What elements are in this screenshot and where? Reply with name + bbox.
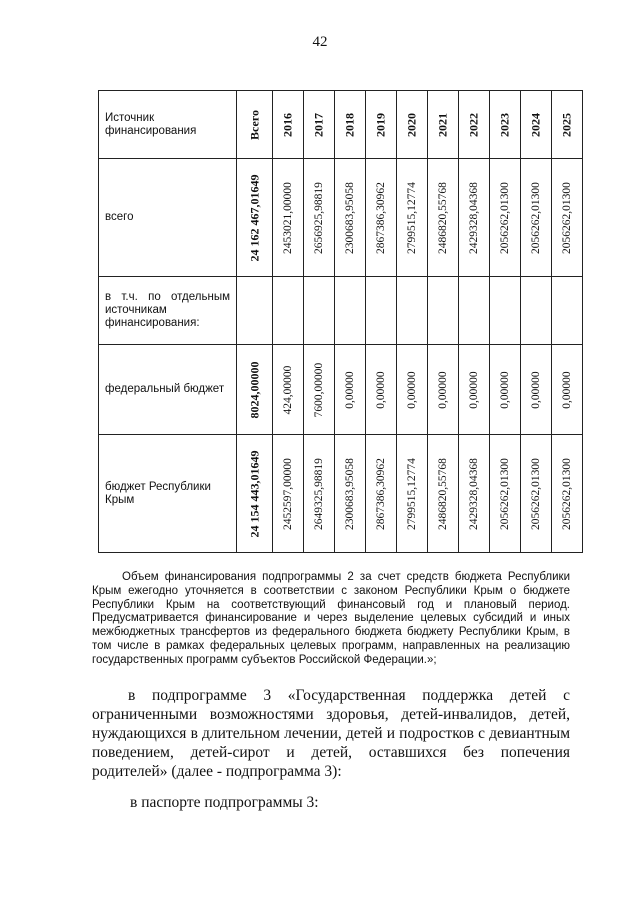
value-cell: [335, 277, 366, 345]
header-year-cell: [552, 91, 583, 159]
year-value: 2429328,04368: [468, 181, 480, 254]
header-source-label: Источник финансирования: [105, 111, 197, 137]
year-value: 2429328,04368: [468, 457, 480, 530]
year-value: 0,00000: [375, 370, 387, 409]
header-year: 2018: [342, 112, 357, 137]
year-value: 0,00000: [344, 370, 356, 409]
header-year: 2020: [404, 112, 419, 137]
value-cell: [459, 159, 490, 277]
row-total-value: 24 154 443,01649: [247, 450, 261, 537]
row-label: в т.ч. по отдельным источникам финансирования:: [105, 291, 230, 329]
year-value: 0,00000: [499, 370, 511, 409]
header-year-cell: [335, 91, 366, 159]
value-cell: [397, 159, 428, 277]
row-total-cell: [237, 435, 273, 553]
header-year: 2021: [435, 112, 450, 137]
value-cell: [397, 277, 428, 345]
year-value: 2486820,55768: [437, 181, 449, 254]
header-total-cell: [237, 91, 273, 159]
year-value: 2056262,01300: [561, 457, 573, 530]
year-value: 2300683,95058: [344, 181, 356, 254]
value-cell: [304, 435, 335, 553]
header-year: 2019: [373, 112, 388, 137]
year-value: 0,00000: [468, 370, 480, 409]
year-value: 2056262,01300: [499, 181, 511, 254]
year-value: 2453021,00000: [282, 181, 294, 254]
year-value: 2799515,12774: [406, 457, 418, 530]
year-value: 2649325,98819: [313, 457, 325, 530]
value-cell: [273, 277, 304, 345]
year-value: 2056262,01300: [561, 181, 573, 254]
year-value: 424,00000: [282, 365, 294, 414]
value-cell: [304, 345, 335, 435]
header-year-cell: [490, 91, 521, 159]
value-cell: [552, 345, 583, 435]
value-cell: [490, 277, 521, 345]
row-label-cell: [99, 345, 237, 435]
year-value: 7600,00000: [313, 362, 325, 417]
header-year: 2022: [466, 112, 481, 137]
year-value: 0,00000: [406, 370, 418, 409]
header-year: 2024: [528, 112, 543, 137]
value-cell: [397, 345, 428, 435]
row-total-value: 8024,00000: [247, 361, 261, 418]
year-value: 2056262,01300: [530, 457, 542, 530]
row-total-cell: [237, 159, 273, 277]
year-value: 2867386,30962: [375, 181, 387, 254]
value-cell: [521, 159, 552, 277]
year-value: 0,00000: [561, 370, 573, 409]
value-cell: [335, 345, 366, 435]
year-value: 2056262,01300: [530, 181, 542, 254]
year-value: 2867386,30962: [375, 457, 387, 530]
value-cell: [552, 435, 583, 553]
financing-table: [98, 90, 583, 553]
header-source-cell: [99, 91, 237, 159]
value-cell: [428, 159, 459, 277]
row-total-cell: [237, 277, 273, 345]
header-year-cell: [397, 91, 428, 159]
header-year: 2017: [311, 112, 326, 137]
table-row-federal: [99, 345, 583, 435]
value-cell: [490, 159, 521, 277]
value-cell: [552, 159, 583, 277]
value-cell: [366, 159, 397, 277]
table-row-sources: [99, 277, 583, 345]
value-cell: [521, 435, 552, 553]
value-cell: [273, 159, 304, 277]
value-cell: [521, 345, 552, 435]
value-cell: [366, 435, 397, 553]
row-label: бюджет Республики Крым: [105, 480, 211, 506]
row-total-cell: [237, 345, 273, 435]
value-cell: [459, 277, 490, 345]
value-cell: [428, 435, 459, 553]
page-number: 42: [312, 34, 328, 50]
year-value: 2486820,55768: [437, 457, 449, 530]
header-year-cell: [459, 91, 490, 159]
header-year: 2025: [559, 112, 574, 137]
subprogram-3-paragraph: в подпрограмме 3 «Государственная поддержка детей с ограниченными возможностями здоровья, детей-инвалидов, детей, нуждающихся в длительном лечении, детей и подростков с девиантным поведением, детей-сирот и детей, оставшихся без попечения родителей» (далее - подпрограмма 3):: [92, 687, 570, 780]
header-year: 2023: [497, 112, 512, 137]
value-cell: [335, 159, 366, 277]
header-year: 2016: [280, 112, 295, 137]
value-cell: [273, 345, 304, 435]
row-label-cell: [99, 277, 237, 345]
value-cell: [490, 435, 521, 553]
header-year-cell: [521, 91, 552, 159]
value-cell: [552, 277, 583, 345]
value-cell: [459, 435, 490, 553]
year-value: 0,00000: [437, 370, 449, 409]
row-label-cell: [99, 159, 237, 277]
value-cell: [490, 345, 521, 435]
value-cell: [304, 277, 335, 345]
row-label: всего: [105, 211, 134, 223]
header-year-cell: [304, 91, 335, 159]
year-value: 0,00000: [530, 370, 542, 409]
value-cell: [521, 277, 552, 345]
year-value: 2799515,12774: [406, 181, 418, 254]
header-year-cell: [428, 91, 459, 159]
value-cell: [366, 277, 397, 345]
table-header-row: [99, 91, 583, 159]
value-cell: [428, 345, 459, 435]
row-total-value: 24 162 467,01649: [247, 174, 261, 261]
value-cell: [459, 345, 490, 435]
value-cell: [304, 159, 335, 277]
header-year-cell: [273, 91, 304, 159]
row-label-cell: [99, 435, 237, 553]
value-cell: [273, 435, 304, 553]
value-cell: [428, 277, 459, 345]
header-year-cell: [366, 91, 397, 159]
year-value: 2452597,00000: [282, 457, 294, 530]
year-value: 2656925,98819: [313, 181, 325, 254]
passport-paragraph: в паспорте подпрограммы 3:: [130, 794, 319, 811]
year-value: 2056262,01300: [499, 457, 511, 530]
year-value: 2300683,95058: [344, 457, 356, 530]
value-cell: [335, 435, 366, 553]
row-label: федеральный бюджет: [105, 383, 225, 395]
table-row-regional: [99, 435, 583, 553]
header-total-label: Всего: [247, 109, 261, 140]
value-cell: [397, 435, 428, 553]
table-row-total: [99, 159, 583, 277]
value-cell: [366, 345, 397, 435]
financing-note-paragraph: Объем финансирования подпрограммы 2 за счет средств бюджета Республики Крым ежегодно уточняется в соответствии с законом Республики Крым о бюджете Республики Крым на соответствующий финансовый год и плановый период. Предусматривается финансирование и через выделение целевых субсидий и иных межбюджетных трансфертов из федерального бюджета бюджету Республики Крым, в том числе в рамках федеральных целевых программ, направленных на реализацию государственных программ субъектов Российской Федерации.»;: [92, 571, 570, 666]
